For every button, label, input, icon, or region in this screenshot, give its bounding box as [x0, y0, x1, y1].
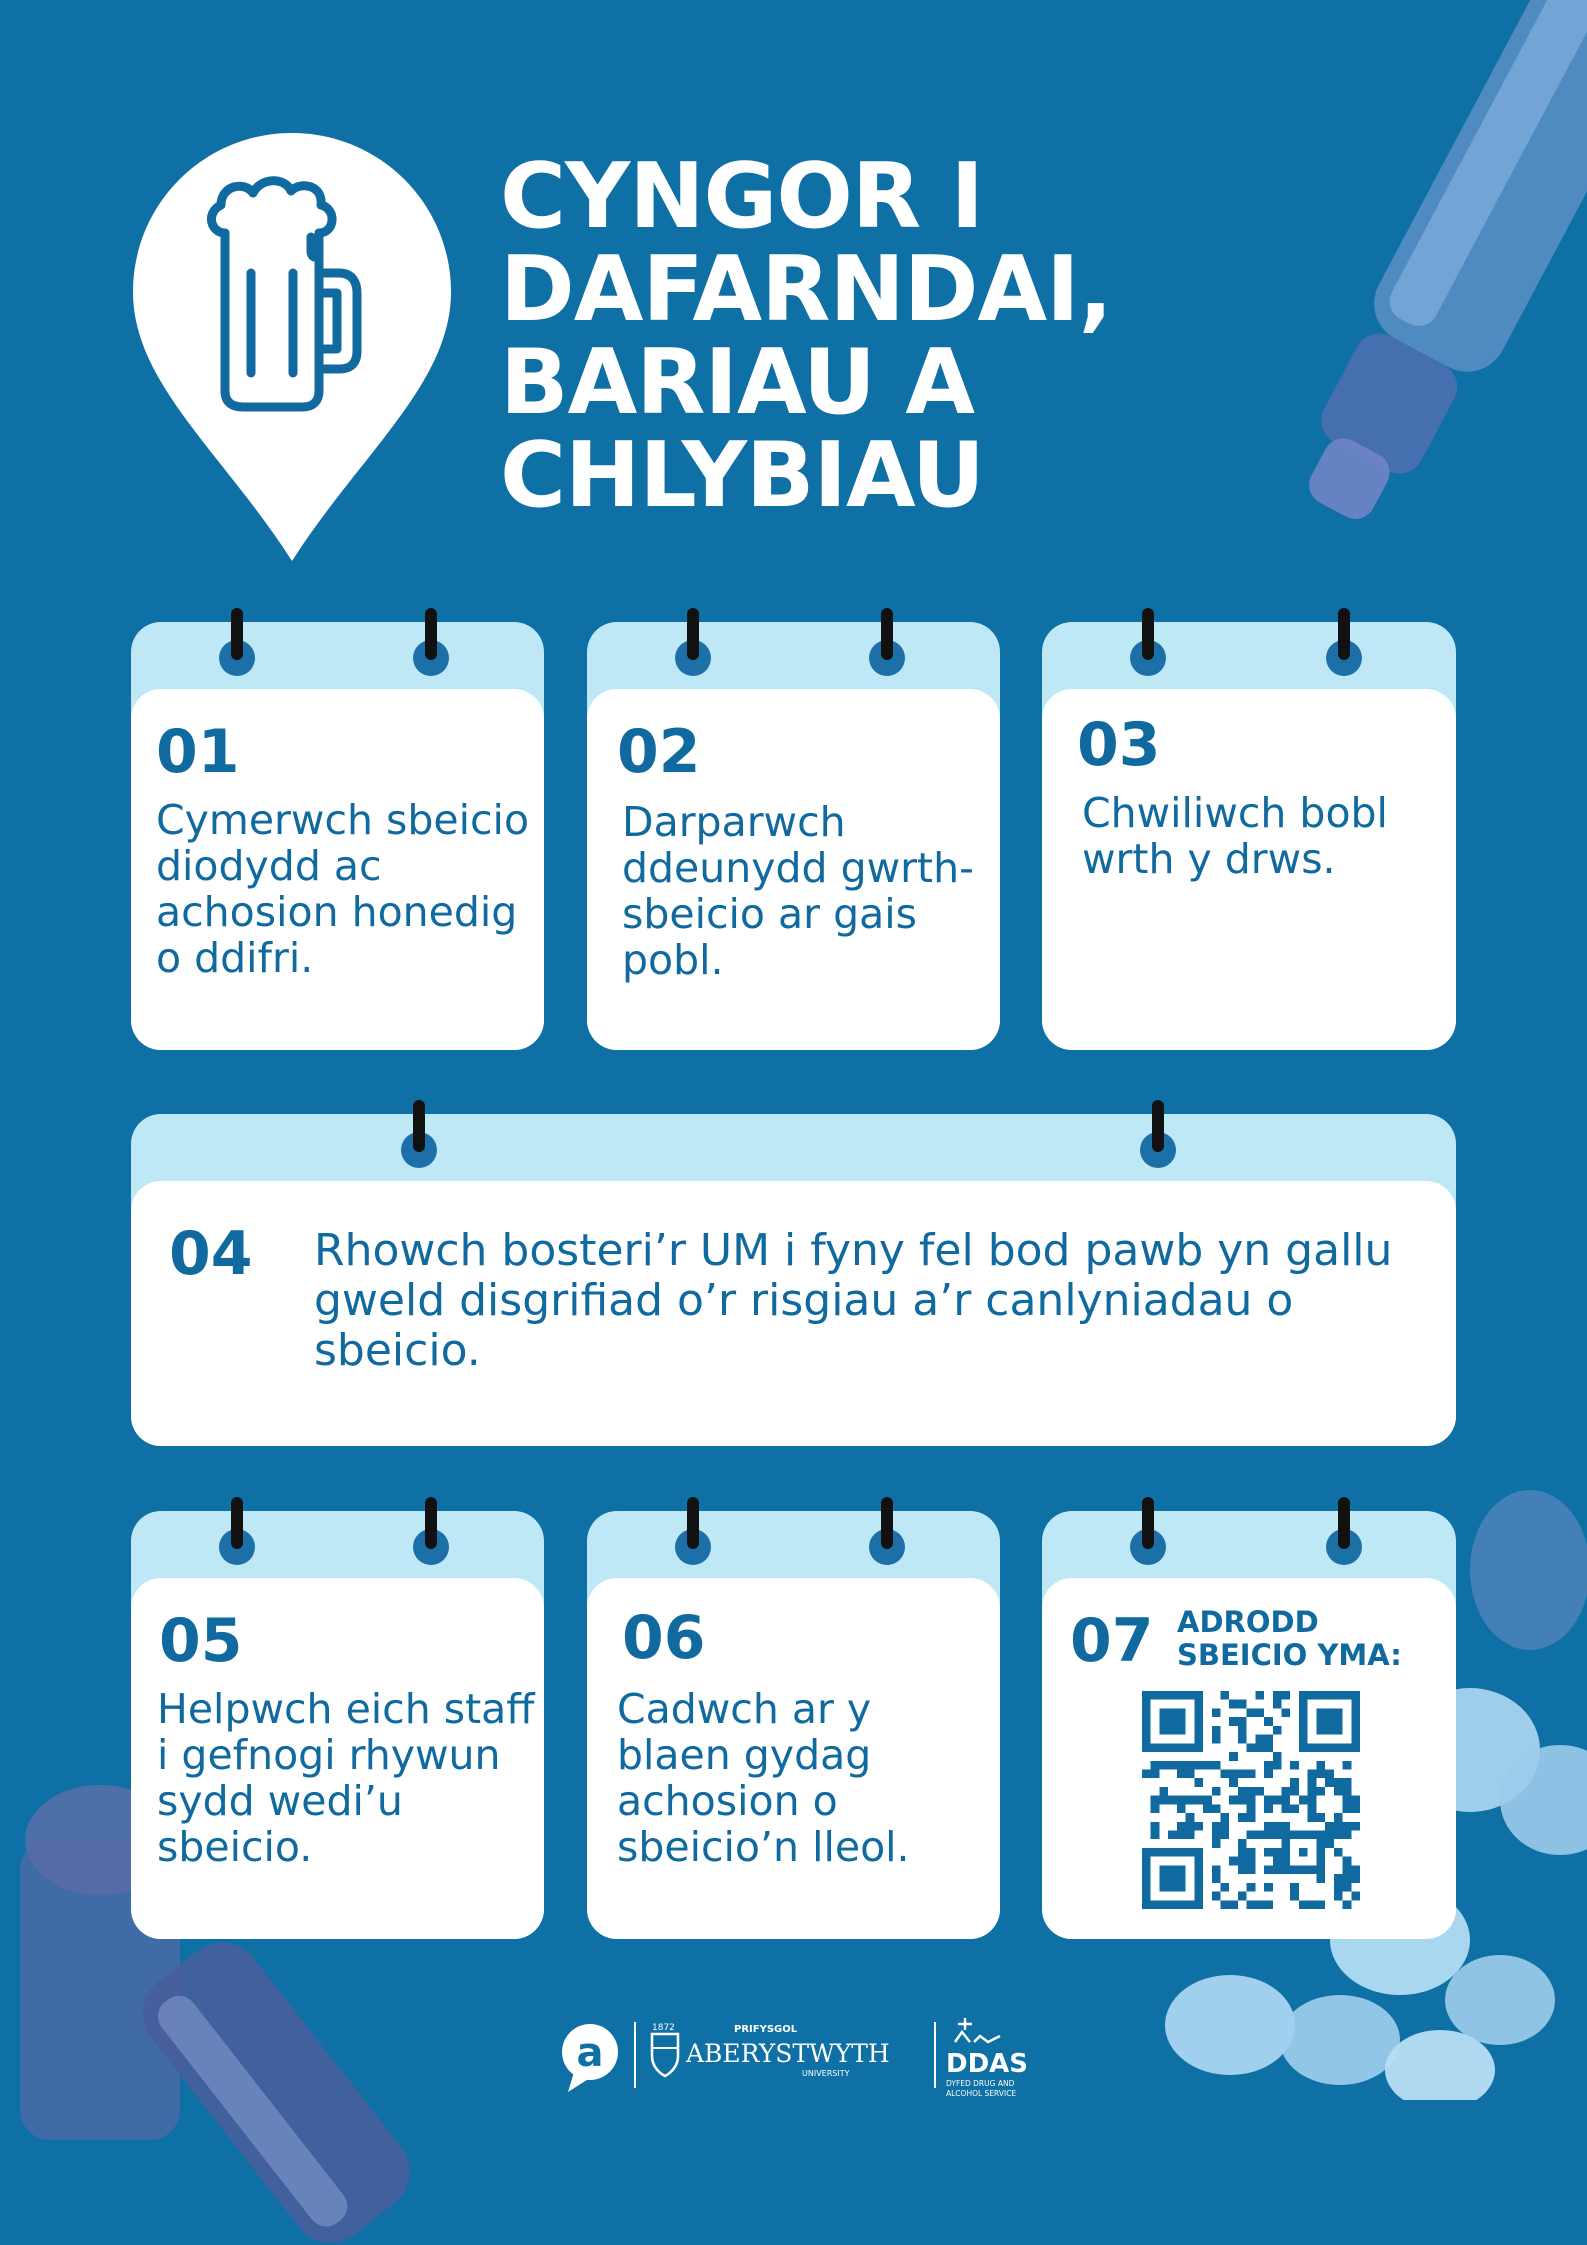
svg-text:PRIFYSGOL: PRIFYSGOL — [734, 2024, 798, 2035]
tip-card-03 — [1042, 622, 1456, 1050]
svg-text:1872: 1872 — [652, 2023, 675, 2033]
calendar-ring-icon — [1322, 1497, 1366, 1569]
tip-number: 05 — [159, 1606, 243, 1676]
tip-number: 01 — [156, 717, 240, 787]
tip-number: 07 — [1070, 1606, 1154, 1676]
calendar-ring-icon — [1126, 608, 1170, 680]
report-card-07 — [1042, 1511, 1456, 1939]
report-label — [1177, 1606, 1402, 1672]
location-pin-icon — [133, 133, 451, 561]
page-title — [500, 144, 1112, 528]
calendar-ring-icon — [865, 1497, 909, 1569]
pen-device-image — [1300, 0, 1587, 620]
tip-text: Chwiliwch bobl wrth y drws. — [1082, 789, 1388, 883]
union-mark-text: a — [576, 2030, 604, 2076]
students-union-logo — [562, 2024, 618, 2092]
tip-text: Cymerwch sbeicio diodydd ac achosion honedig o ddifri. — [156, 796, 530, 982]
svg-text:DDAS: DDAS — [946, 2049, 1029, 2079]
aberystwyth-university-logo — [652, 2023, 890, 2078]
calendar-ring-icon — [1136, 1100, 1180, 1172]
tip-card-02 — [587, 622, 1000, 1050]
tip-number: 02 — [617, 717, 701, 787]
calendar-ring-icon — [215, 608, 259, 680]
report-label-line: ADRODD — [1177, 1605, 1319, 1639]
tip-card-05 — [131, 1511, 544, 1939]
tip-text: Helpwch eich staff i gefnogi rhywun sydd wedi’u sbeicio. — [157, 1685, 535, 1871]
title-line: BARIAU A — [500, 330, 974, 435]
calendar-ring-icon — [409, 608, 453, 680]
title-line: CYNGOR I — [500, 144, 984, 249]
calendar-ring-icon — [397, 1100, 441, 1172]
svg-text:ABERYSTWYTH: ABERYSTWYTH — [686, 2039, 890, 2068]
tip-card-04 — [131, 1114, 1456, 1446]
tip-number: 04 — [169, 1219, 253, 1289]
calendar-ring-icon — [671, 1497, 715, 1569]
calendar-ring-icon — [1322, 608, 1366, 680]
partner-logos — [560, 2010, 1040, 2110]
calendar-ring-icon — [671, 608, 715, 680]
tip-text: Cadwch ar y blaen gydag achosion o sbeicio’n lleol. — [617, 1685, 910, 1871]
title-line: CHLYBIAU — [500, 423, 984, 528]
svg-text:ALCOHOL SERVICE: ALCOHOL SERVICE — [946, 2089, 1017, 2098]
title-line: DAFARNDAI, — [500, 237, 1112, 342]
tip-text: Rhowch bosteri’r UM i fyny fel bod pawb yn gallu gweld disgrifiad o’r risgiau a’r canlyniadau o sbeicio. — [314, 1225, 1393, 1376]
svg-text:UNIVERSITY: UNIVERSITY — [802, 2069, 850, 2078]
calendar-ring-icon — [1126, 1497, 1170, 1569]
tip-number: 06 — [622, 1603, 706, 1673]
tip-text: Darparwch ddeunydd gwrth-sbeicio ar gais pobl. — [622, 798, 974, 984]
calendar-ring-icon — [865, 608, 909, 680]
report-label-line: SBEICIO YMA: — [1177, 1638, 1402, 1672]
calendar-ring-icon — [215, 1497, 259, 1569]
ddas-logo — [946, 2018, 1028, 2098]
tip-card-06 — [587, 1511, 1000, 1939]
calendar-ring-icon — [409, 1497, 453, 1569]
qr-code[interactable] — [1142, 1691, 1360, 1909]
tip-number: 03 — [1077, 710, 1161, 780]
tip-card-01 — [131, 622, 544, 1050]
svg-text:DYFED DRUG AND: DYFED DRUG AND — [946, 2079, 1015, 2088]
